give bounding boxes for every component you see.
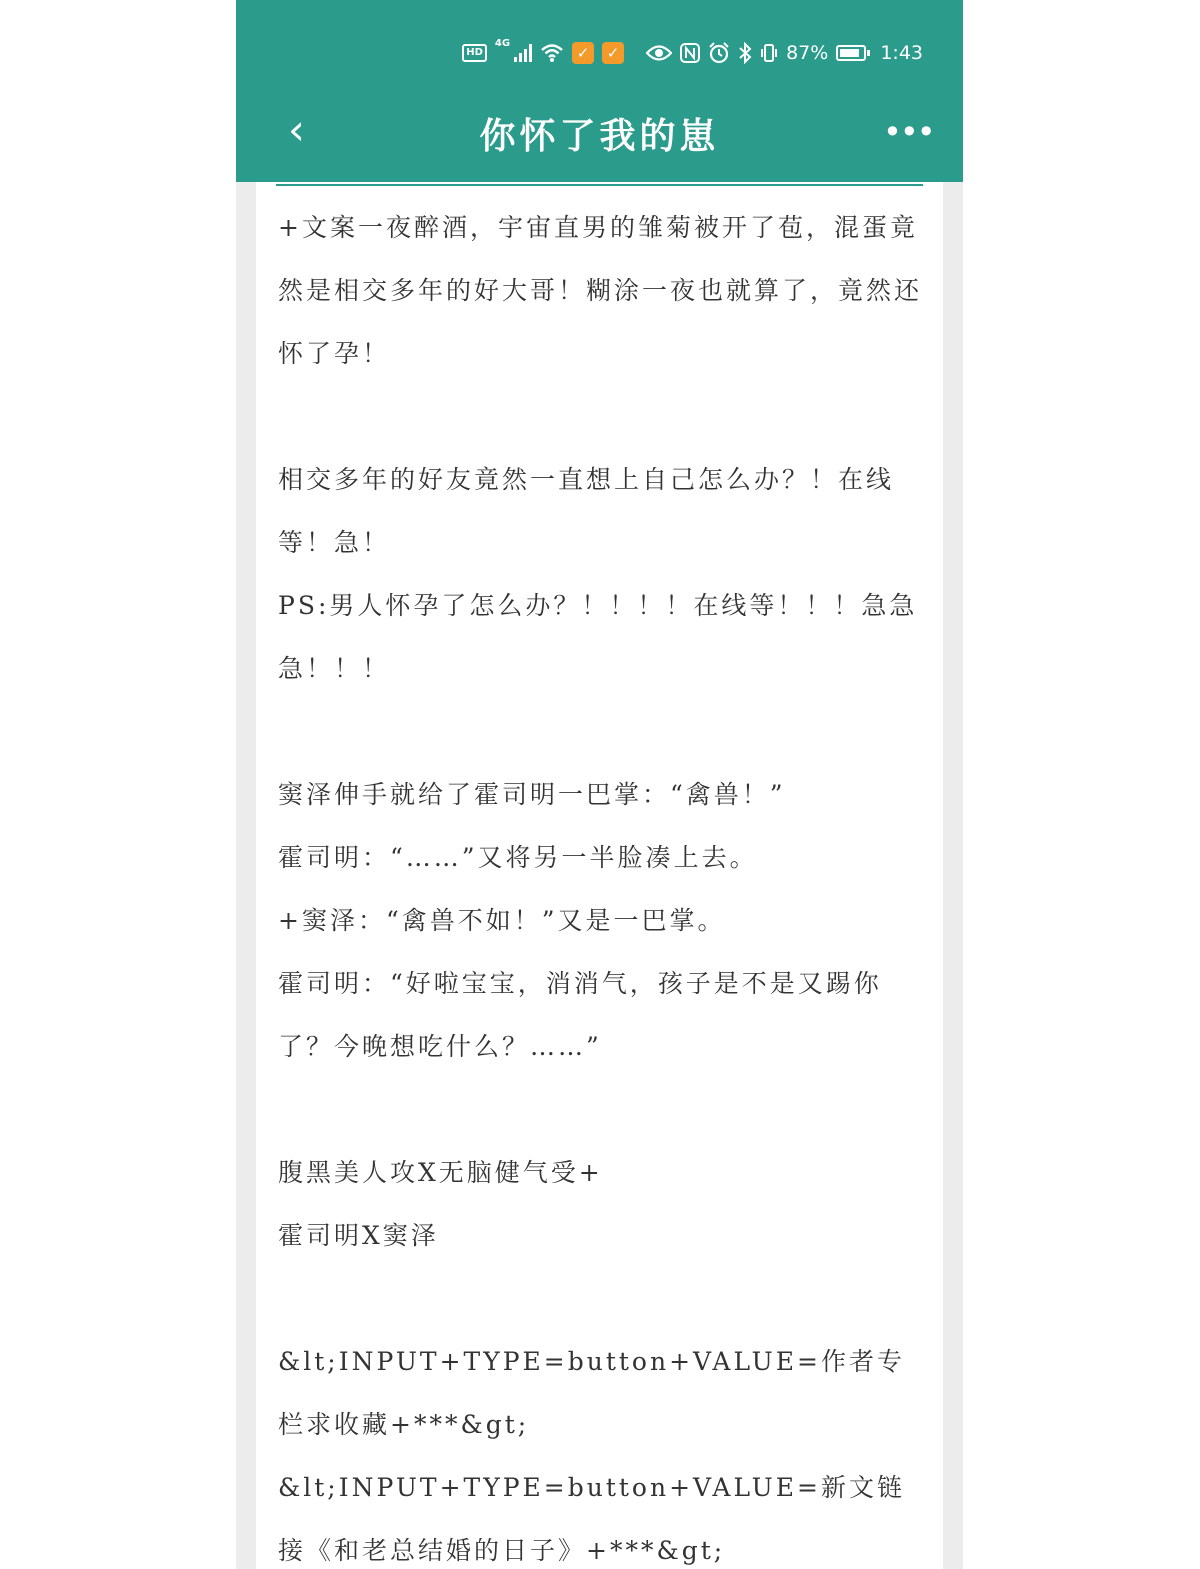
blank-line xyxy=(278,1267,922,1330)
wifi-icon xyxy=(540,43,564,63)
text-paragraph: 霍司明X窦泽 xyxy=(278,1221,439,1250)
more-options-button[interactable] xyxy=(883,110,934,154)
battery-percent: 87% xyxy=(786,42,829,64)
alarm-icon xyxy=(708,42,730,64)
text-paragraph: &lt;INPUT+TYPE=button+VALUE=作者专栏求收藏+***&gt; xyxy=(278,1347,905,1439)
app-notification-icon: ✓ xyxy=(602,42,624,64)
synopsis-text xyxy=(278,196,922,1569)
nfc-icon xyxy=(680,43,700,63)
app-header xyxy=(236,100,963,182)
text-paragraph: +窦泽：“禽兽不如！”又是一巴掌。 xyxy=(278,906,726,935)
more-horizontal-icon: ••• xyxy=(883,113,934,151)
text-paragraph: 相交多年的好友竟然一直想上自己怎么办？！在线等！急！ xyxy=(278,465,895,557)
blank-line xyxy=(278,385,922,448)
text-paragraph: &lt;INPUT+TYPE=button+VALUE=新文链接《和老总结婚的日子》+***&gt; xyxy=(278,1473,905,1565)
blank-line xyxy=(278,1078,922,1141)
eye-icon xyxy=(646,44,672,62)
app-notification-icon: ✓ xyxy=(572,42,594,64)
battery-icon xyxy=(836,45,866,61)
text-paragraph: +文案一夜醉酒，宇宙直男的雏菊被开了苞，混蛋竟然是相交多年的好大哥！糊涂一夜也就算了，竟然还怀了孕！ xyxy=(278,213,923,368)
text-paragraph: 霍司明：“好啦宝宝，消消气，孩子是不是又踢你了？今晚想吃什么？……” xyxy=(278,969,882,1061)
signal-icon xyxy=(514,44,532,62)
content-card xyxy=(256,182,943,1569)
text-paragraph: PS:男人怀孕了怎么办？！！！！在线等！！！急急急！！！ xyxy=(278,591,918,683)
blank-line xyxy=(278,700,922,763)
chevron-left-icon: ‹ xyxy=(288,105,305,154)
network-type-label: 4G xyxy=(494,38,511,49)
bluetooth-icon xyxy=(738,42,752,64)
header-divider xyxy=(276,184,923,186)
text-paragraph: 腹黑美人攻X无脑健气受+ xyxy=(278,1158,603,1187)
battery-level xyxy=(840,49,859,57)
phone-screen xyxy=(236,0,963,1569)
status-icons xyxy=(462,38,923,68)
hd-icon: HD xyxy=(462,44,487,62)
vibrate-icon xyxy=(760,43,778,63)
text-paragraph: 窦泽伸手就给了霍司明一巴掌：“禽兽！” xyxy=(278,780,786,809)
clock-time: 1:43 xyxy=(880,42,923,64)
page-title: 你怀了我的崽 xyxy=(479,115,720,157)
text-paragraph: 霍司明：“……”又将另一半脸凑上去。 xyxy=(278,843,758,872)
status-bar xyxy=(236,0,963,100)
